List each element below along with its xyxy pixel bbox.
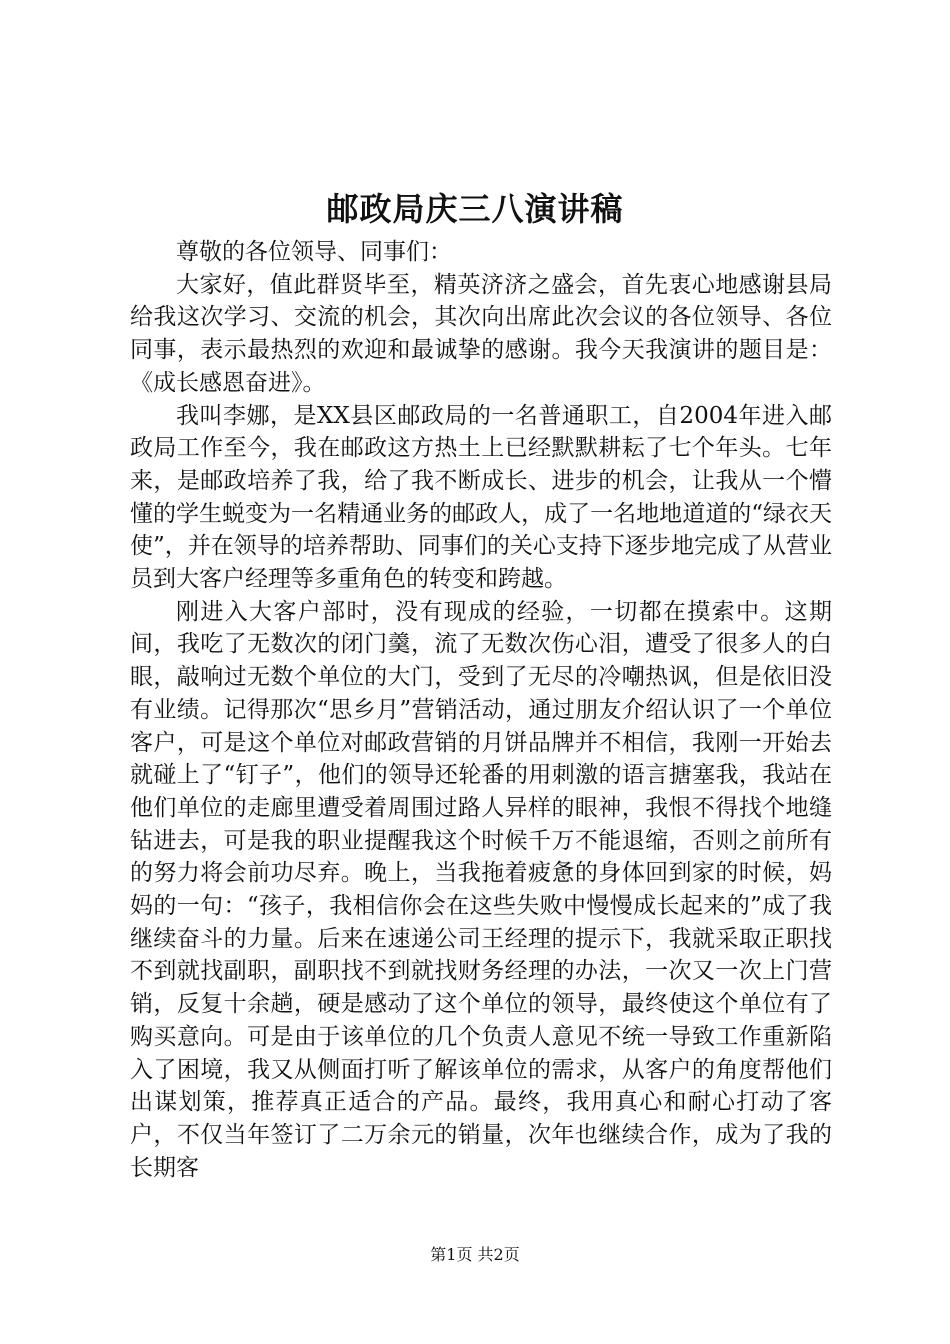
paragraph-greeting: 大家好，值此群贤毕至，精英济济之盛会，首先衷心地感谢县局给我这次学习、交流的机会，其次向出席此次会议的各位领导、各位同事，表示最热烈的欢迎和最诚挚的感谢。我今天我演讲的题目是：《成长感恩奋进》。 [130, 271, 832, 396]
paragraph-introduction: 我叫李娜，是XX县区邮政局的一名普通职工，自2004年进入邮政局工作至今，我在邮政这方热土上已经默默耕耘了七个年头。七年来，是邮政培养了我，给了我不断成长、进步的机会，让我从一个懵懂的学生蜕变为一名精通业务的邮政人，成了一名地地道道的“绿衣天使”，并在领导的培养帮助、同事们的关心支持下逐步地完成了从营业员到大客户经理等多重角色的转变和跨越。 [130, 402, 832, 593]
document-title: 邮政局庆三八演讲稿 [326, 190, 624, 228]
paragraph-salutation: 尊敬的各位领导、同事们： [176, 239, 452, 265]
document-body [130, 236, 832, 1184]
paragraph-experience: 刚进入大客户部时，没有现成的经验，一切都在摸索中。这期间，我吃了无数次的闭门羹，流了无数次伤心泪，遭受了很多人的白眼，敲响过无数个单位的大门，受到了无尽的冷嘲热讽，但是依旧没有业绩。记得那次“思乡月”营销活动，通过朋友介绍认识了一个单位客户，可是这个单位对邮政营销的月饼品牌并不相信，我刚一开始去就碰上了“钉子”，他们的领导还轮番的用刺激的语言搪塞我，我站在他们单位的走廊里遭受着周围过路人异样的眼神，我恨不得找个地缝钻进去，可是我的职业提醒我这个时候千万不能退缩，否则之前所有的努力将会前功尽弃。晚上，当我拖着疲惫的身体回到家的时候，妈妈的一句：“孩子，我相信你会在这些失败中慢慢成长起来的”成了我继续奋斗的力量。后来在速递公司王经理的提示下，我就采取正职找不到就找副职，副职找不到就找财务经理的办法，一次又一次上门营销，反复十余趟，硬是感动了这个单位的领导，最终使这个单位有了购买意向。可是由于该单位的几个负责人意见不统一导致工作重新陷入了困境，我又从侧面打听了解该单位的需求，从客户的角度帮他们出谋划策，推荐真正适合的产品。最终，我用真心和耐心打动了客户，不仅当年签订了二万余元的销量，次年也继续合作，成为了我的长期客 [130, 598, 832, 1181]
page-footer: 第1页 共2页 [430, 1245, 520, 1264]
